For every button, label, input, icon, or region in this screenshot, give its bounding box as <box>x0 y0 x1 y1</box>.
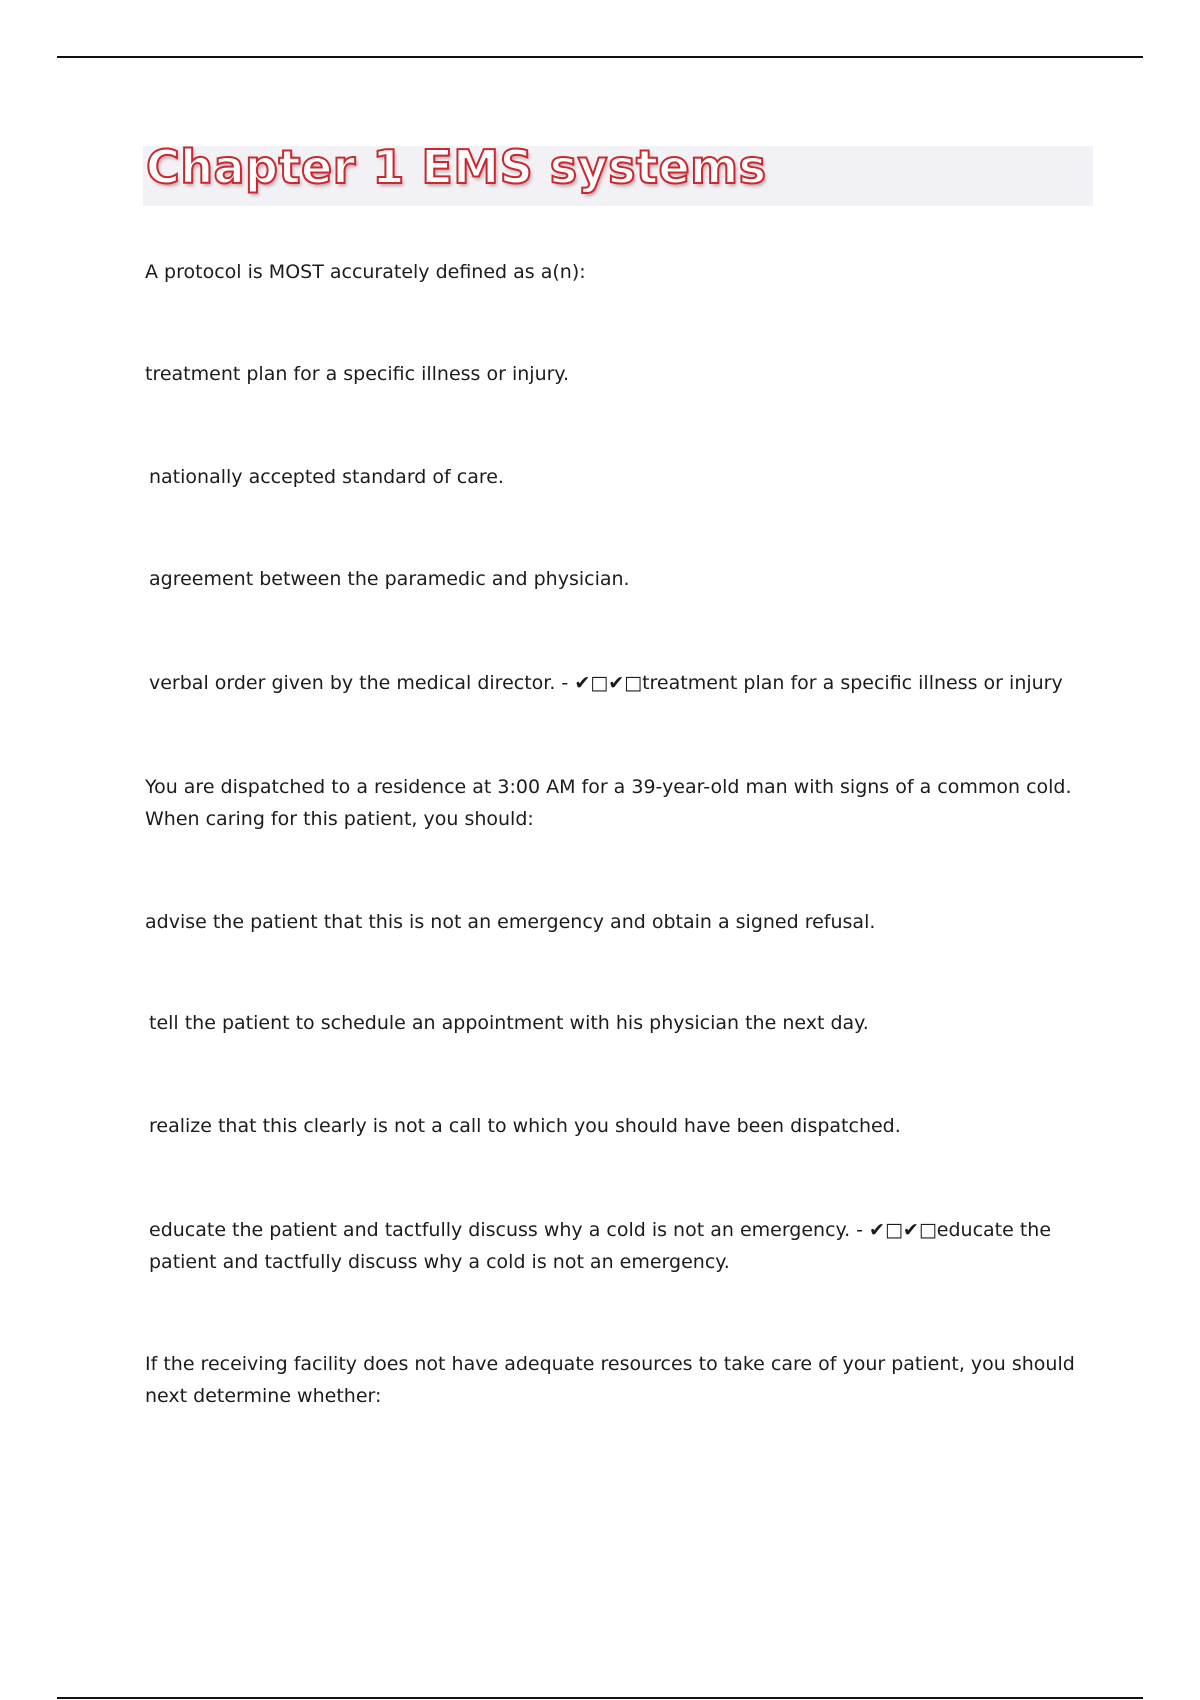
question-2: You are dispatched to a residence at 3:00 AM for a 39-year-old man with signs of a common cold. When caring for this patient, you should: <box>145 776 1078 830</box>
bottom-divider <box>57 1697 1143 1699</box>
question-1-option-c: agreement between the paramedic and physician. <box>149 568 630 590</box>
question-2-option-d-answer: educate the patient and tactfully discuss why a cold is not an emergency. - ✔□✔□educate the patient and tactfully discuss why a cold is not an emergency. <box>149 1219 1058 1273</box>
question-3: If the receiving facility does not have adequate resources to take care of your patient, you should next determine whether: <box>145 1353 1081 1407</box>
top-divider <box>57 56 1143 58</box>
question-2-option-c: realize that this clearly is not a call to which you should have been dispatched. <box>149 1115 901 1137</box>
question-1-option-d-answer: verbal order given by the medical director. - ✔□✔□treatment plan for a specific illness or injury <box>149 672 1063 694</box>
question-2-option-b: tell the patient to schedule an appointment with his physician the next day. <box>149 1012 869 1034</box>
question-1: A protocol is MOST accurately defined as a(n): <box>145 261 586 283</box>
question-1-option-b: nationally accepted standard of care. <box>149 466 504 488</box>
question-1-option-a: treatment plan for a specific illness or injury. <box>145 363 570 385</box>
question-2-option-a: advise the patient that this is not an emergency and obtain a signed refusal. <box>145 911 876 933</box>
chapter-title: Chapter 1 EMS systems <box>146 140 767 194</box>
